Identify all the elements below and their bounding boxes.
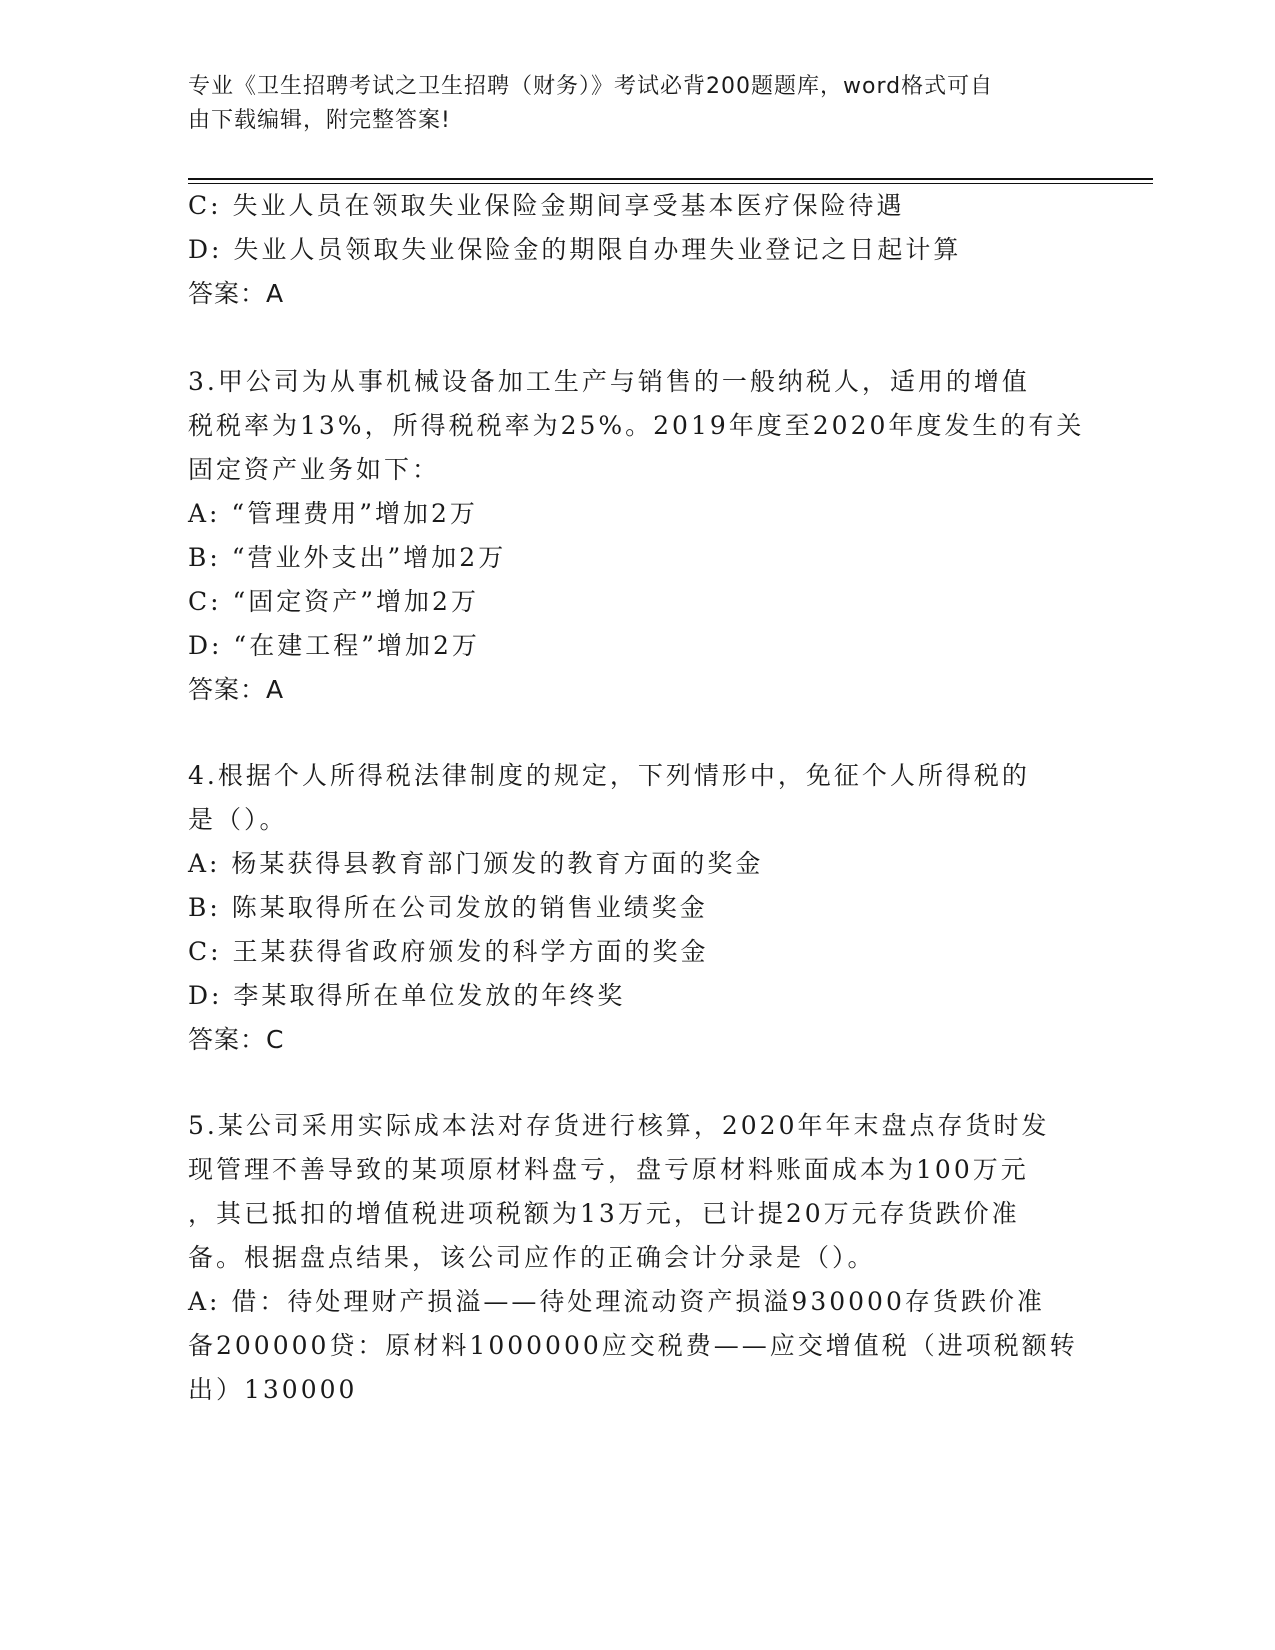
header-divider-thick [188,178,1153,180]
q4-option-c: C: 王某获得省政府颁发的科学方面的奖金 [188,937,709,966]
q5-stem-line-3: ，其已抵扣的增值税进项税额为13万元，已计提20万元存货跌价准 [188,1199,1020,1228]
q5-option-a-line-1: A: 借：待处理财产损溢——待处理流动资产损溢930000存货跌价准 [188,1287,1045,1316]
q5-stem-line-4: 备。根据盘点结果，该公司应作的正确会计分录是（）。 [188,1243,876,1272]
q3-option-a: A: “管理费用”增加2万 [188,499,478,528]
q5-stem-line-2: 现管理不善导致的某项原材料盘亏，盘亏原材料账面成本为100万元 [188,1155,1029,1184]
header-divider-thin [188,183,1153,184]
header-line-2: 由下载编辑，附完整答案! [188,108,451,133]
q2-answer: 答案：A [188,279,285,308]
q3-answer: 答案：A [188,675,285,704]
q4-answer: 答案：C [188,1025,285,1054]
q3-stem-line-2: 税税率为13%，所得税税率为25%。2019年度至2020年度发生的有关 [188,411,1085,440]
q5-option-a-line-3: 出）130000 [188,1375,358,1404]
q4-stem-line-1: 4.根据个人所得税法律制度的规定，下列情形中，免征个人所得税的 [188,761,1030,790]
q3-stem-line-3: 固定资产业务如下： [188,455,441,484]
q4-option-d: D: 李某取得所在单位发放的年终奖 [188,981,626,1010]
q3-option-d: D: “在建工程”增加2万 [188,631,480,660]
q5-option-a-line-2: 备200000贷：原材料1000000应交税费——应交增值税（进项税额转 [188,1331,1078,1360]
document-header [188,70,1068,138]
q4-stem-line-2: 是（）。 [188,805,288,834]
q5-stem-line-1: 5.某公司采用实际成本法对存货进行核算，2020年年末盘点存货时发 [188,1111,1050,1140]
q2-option-c: C: 失业人员在领取失业保险金期间享受基本医疗保险待遇 [188,191,905,220]
q3-option-c: C: “固定资产”增加2万 [188,587,479,616]
q4-option-a: A: 杨某获得县教育部门颁发的教育方面的奖金 [188,849,764,878]
q3-stem-line-1: 3.甲公司为从事机械设备加工生产与销售的一般纳税人，适用的增值 [188,367,1030,396]
header-line-1: 专业《卫生招聘考试之卫生招聘（财务）》考试必背200题题库，word格式可自 [188,74,994,99]
q4-option-b: B: 陈某取得所在公司发放的销售业绩奖金 [188,893,708,922]
q3-option-b: B: “营业外支出”增加2万 [188,543,507,572]
q2-option-d: D: 失业人员领取失业保险金的期限自办理失业登记之日起计算 [188,235,962,264]
